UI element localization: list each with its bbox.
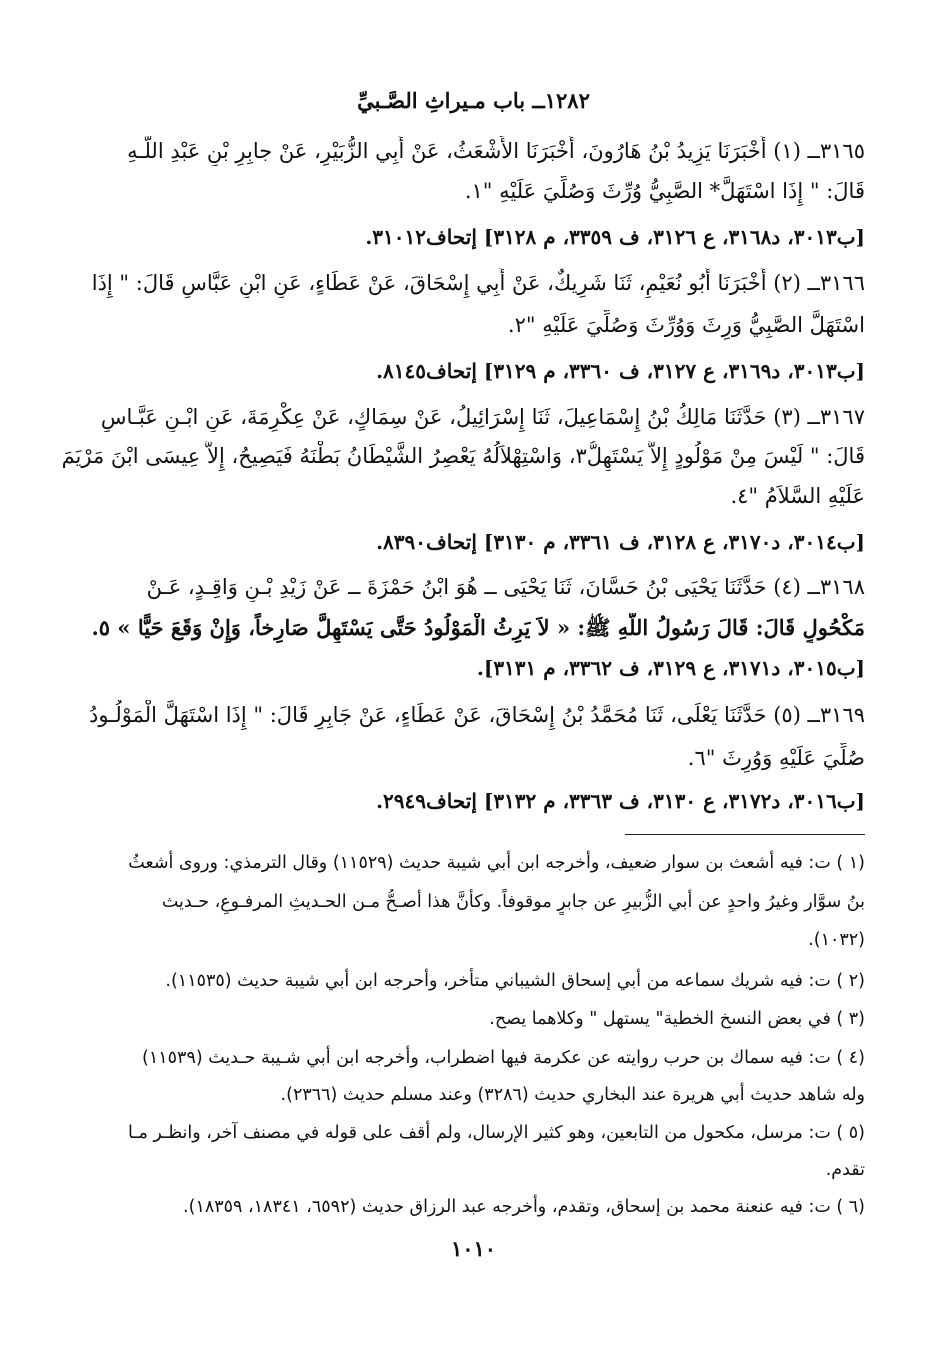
footnote-line: (٢ ) ت: فيه شريك سماعه من أبي إسحاق الشيباني متأخر، وأحرجه ابن أبي شيبة حديث (١١٥٣٥). <box>165 971 865 991</box>
hadith-line: مَكْحُولٍ قَالَ: قَالَ رَسُولُ اللَّهِ ﷺ: « لاَ يَرِثُ الْمَوْلُودُ حَتَّى يَسْتَهِلَّ صَارِخاً، وَإِنْ وَقَعَ حَيًّا » ٥. <box>91 615 865 640</box>
reference-line: [ب٣٠١٥، د٣١٧١، ع ٣١٢٩، ف ٣٣٦٢، م ٣١٣١]. <box>476 656 865 680</box>
chapter-title: ١٢٨٢ــ باب مـيراثِ الصَّـبيِّ <box>357 88 590 113</box>
footnote-line: بنُ سوَّار وغيرُ واحدٍ عن أبي الزُّبيرِ عن جابرٍ موقوفاً. وكأنَّ هذا أصـحُّ مـن الحـديثِ المرفـوعِ، حـديث <box>161 892 865 912</box>
reference-line: [ب٣٠١٣، د٣١٦٨، ع ٣١٢٦، ف ٣٣٥٩، م ٣١٢٨] إتحاف٣١٠١٢. <box>365 225 865 249</box>
hadith-line: ٣١٦٩ــ (٥) حَدَّثَنَا يَعْلَى، ثَنَا مُحَمَّدُ بْنُ إِسْحَاقَ، عَنْ عَطَاءٍ، عَنْ جَابِرٍ قَالَ: " إِذَا اسْتَهَلَّ الْمَوْلُـودُ <box>89 703 865 727</box>
reference-line: [ب٣٠١٤، د٣١٧٠، ع ٣١٢٨، ف ٣٣٦١، م ٣١٣٠] إتحاف٨٣٩٠. <box>376 530 865 554</box>
hadith-line: ٣١٦٨ــ (٤) حَدَّثَنَا يَحْيَى بْنُ حَسَّانَ، ثَنَا يَحْيَى ــ هُوَ ابْنُ حَمْزَةَ ــ عَنْ زَيْدِ بْـنِ وَاقِـدٍ، عَـنْ <box>146 575 865 599</box>
footnote-line: (١ ) ت: فيه أشعث بن سوار ضعيف، وأخرجه ابن أبي شيبة حديث (١١٥٢٩) وقال الترمذي: وروى أشعثُ <box>128 853 865 873</box>
hadith-line: ٣١٦٧ــ (٣) حَدَّثَنَا مَالِكُ بْنُ إِسْمَاعِيلَ، ثَنَا إِسْرَائِيلُ، عَنْ سِمَاكٍ، عَنْ عِكْرِمَةَ، عَنِ ابْـنِ عَبَّـاسٍ <box>100 405 865 429</box>
hadith-line: قَالَ: " لَيْسَ مِنْ مَوْلُودٍ إِلاَّ يَسْتَهِلُّ٣، وَاسْتِهْلاَلُهُ يَعْصِرُ الشَّيْطَانُ بَطْنَهُ فَيَصِيحُ، إِلاَّ عِيسَى ابْنَ مَرْيَمَ <box>61 444 865 468</box>
reference-line: [ب٣٠١٦، د٣١٧٢، ع ٣١٣٠، ف ٣٣٦٣، م ٣١٣٢] إتحاف٢٩٤٩. <box>376 789 865 813</box>
hadith-line: قَالَ: " إِذَا اسْتَهَلَّ* الصَّبِيُّ وُرِّثَ وَصُلِّيَ عَلَيْهِ "١. <box>464 179 865 203</box>
footnote-line: تقدم. <box>825 1160 865 1180</box>
hadith-line: عَلَيْهِ السَّلاَمُ "٤. <box>730 484 865 508</box>
footnote-line: (٤ ) ت: فيه سماك بن حرب روايته عن عكرمة فيها اضطراب، وأخرجه ابن أبي شـيبة حـديث (١١٥٣٩) <box>142 1048 865 1068</box>
reference-line: [ب٣٠١٣، د٣١٦٩، ع ٣١٢٧، ف ٣٣٦٠، م ٣١٢٩] إتحاف٨١٤٥. <box>376 359 865 383</box>
hadith-line: ٣١٦٦ــ (٢) أَخْبَرَنَا أَبُو نُعَيْمٍ، ثَنَا شَرِيكٌ، عَنْ أَبِي إِسْحَاقَ، عَنْ عَطَاءٍ، عَنِ ابْنِ عَبَّاسٍ قَالَ: " إِذَا <box>91 271 865 295</box>
hadith-line: ٣١٦٥ــ (١) أَخْبَرَنَا يَزِيدُ بْنُ هَارُونَ، أَخْبَرَنَا الأَشْعَثُ، عَنْ أَبِي الزُّبَيْرِ، عَنْ جابِرِ بْنِ عَبْدِ اللَّـهِ <box>127 139 865 163</box>
footnote-line: (١٠٣٢). <box>808 930 865 950</box>
footnote-line: وله شاهد حديث أبي هريرة عند البخاري حديث (٣٢٨٦) وعند مسلم حديث (٢٣٦٦). <box>280 1085 865 1105</box>
hadith-line: صُلِّيَ عَلَيْهِ وَوُرِثَ "٦. <box>687 746 865 770</box>
hadith-line: اسْتَهَلَّ الصَّبِيُّ وَرِثَ وَوُرِّثَ وَصُلِّيَ عَلَيْهِ "٢. <box>507 313 865 337</box>
footnote-line: (٥ ) ت: مرسل، مكحول من التابعين، وهو كثير الإرسال، ولم أقف على قوله في مصنف آخر، وانظـر مـا <box>128 1123 865 1143</box>
footnote-line: (٣ ) في بعض النسخ الخطية" يستهل " وكلاهما يصح. <box>489 1009 865 1029</box>
footnote-divider <box>625 834 865 835</box>
footnote-line: (٦ ) ت: فيه عنعنة محمد بن إسحاق، وتقدم، وأخرجه عبد الرزاق حديث (٦٥٩٢، ١٨٣٤١، ١٨٣٥٩). <box>183 1197 865 1217</box>
page-number: ١٠١٠ <box>450 1236 497 1261</box>
